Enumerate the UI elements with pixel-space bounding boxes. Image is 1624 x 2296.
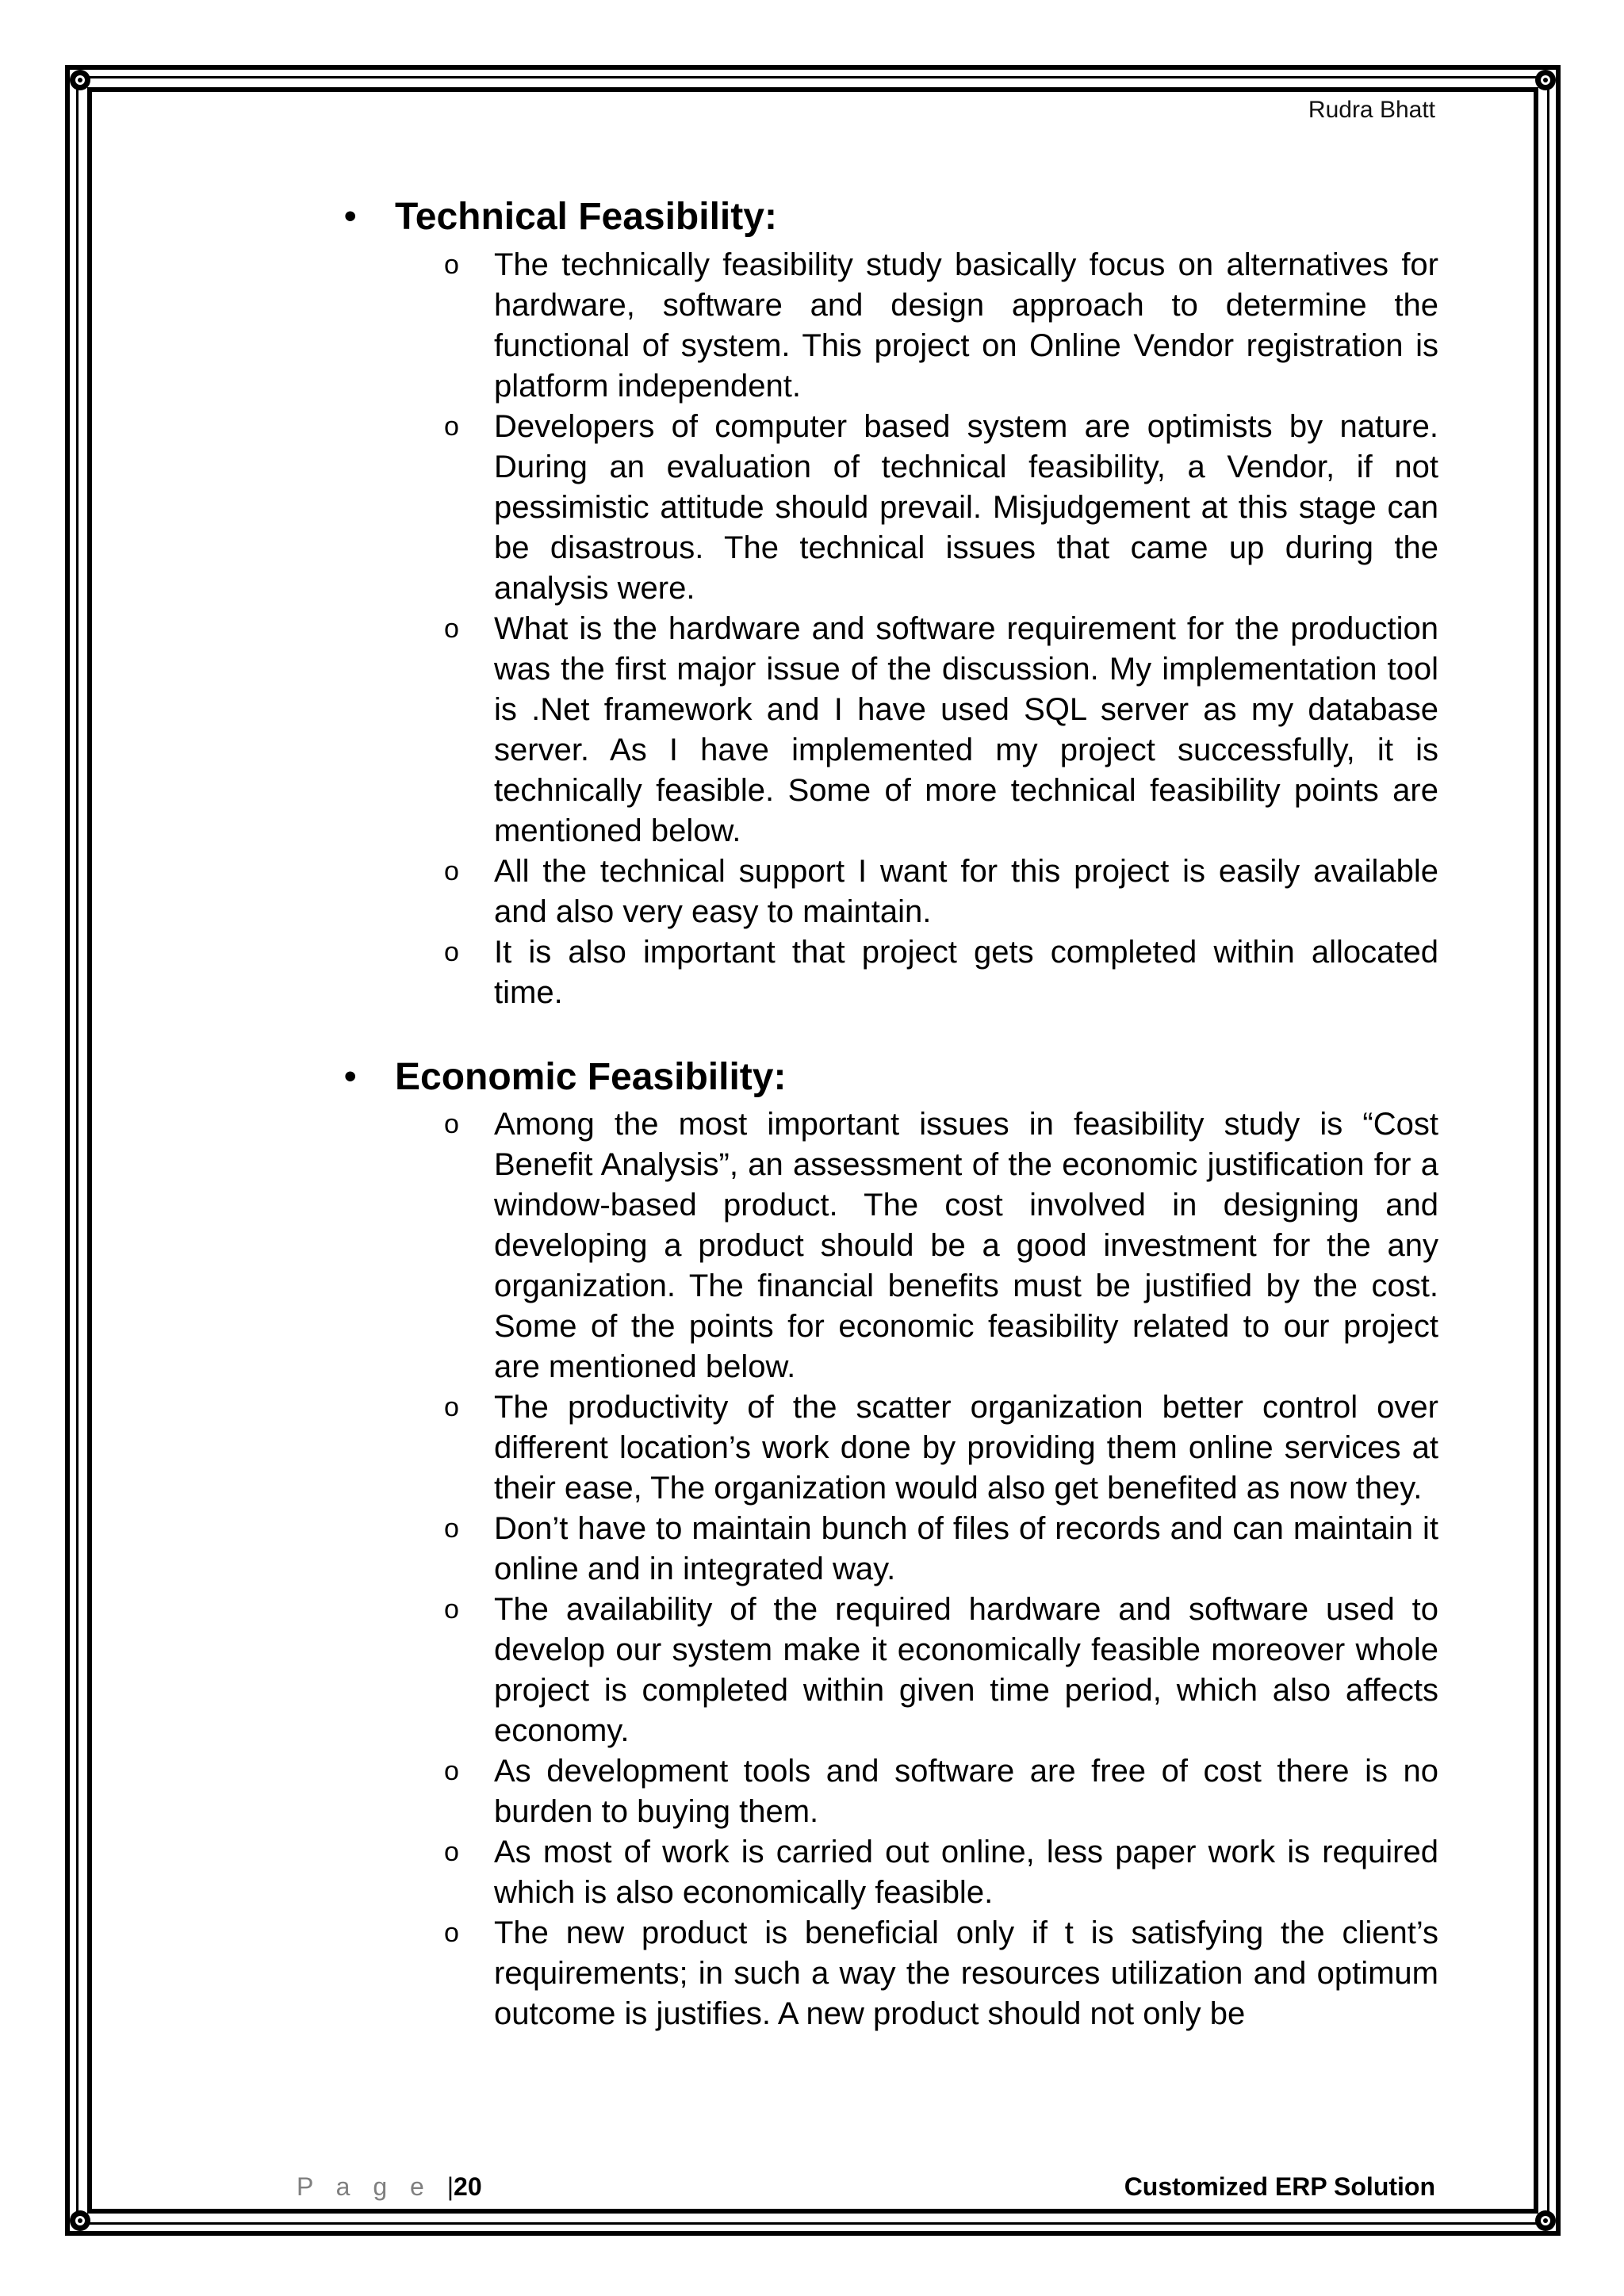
circle-bullet-icon: o — [444, 936, 459, 967]
corner-ornament-icon — [1535, 70, 1556, 90]
list-item: o The new product is beneficial only if t is satisfying the client’s requirements; in such a way the resources utilization and optimum outcome is justifies. A new product should not only be — [341, 1913, 1438, 2034]
technical-feasibility-list — [341, 245, 1438, 1013]
list-item: o It is also important that project gets completed within allocated time. — [341, 932, 1438, 1013]
list-item: o The productivity of the scatter organization better control over different location’s work done by providing them online services at their ease, The organization would also get benefited as now they. — [341, 1387, 1438, 1509]
page-content — [341, 194, 1438, 2034]
corner-ornament-icon — [70, 2210, 90, 2231]
corner-ornament-icon — [1535, 2210, 1556, 2231]
list-item: o The technically feasibility study basically focus on alternatives for hardware, software and design approach to determine the functional of system. This project on Online Vendor registration is platform independent. — [341, 245, 1438, 407]
circle-bullet-icon: o — [444, 1837, 459, 1868]
list-item: o The availability of the required hardware and software used to develop our system make it economically feasible moreover whole project is completed within given time period, which also affects economy. — [341, 1590, 1438, 1751]
header-author: Rudra Bhatt — [1308, 97, 1435, 123]
list-item: o Don’t have to maintain bunch of files of records and can maintain it online and in integrated way. — [341, 1509, 1438, 1590]
corner-ornament-icon — [70, 70, 90, 90]
list-item: o All the technical support I want for this project is easily available and also very easy to maintain. — [341, 851, 1438, 932]
section-heading: • Technical Feasibility: — [344, 196, 777, 238]
list-item: o What is the hardware and software requirement for the production was the first major issue of the discussion. My implementation tool is .Net framework and I have used SQL server as my database server. As I have implemented my project successfully, it is technically feasible. Some of more technical feasibility points are mentioned below. — [341, 609, 1438, 851]
circle-bullet-icon: o — [444, 855, 459, 886]
circle-bullet-icon: o — [444, 1109, 459, 1140]
circle-bullet-icon: o — [444, 1513, 459, 1544]
footer-page-number: P a g e |20 — [297, 2172, 482, 2201]
bullet-icon: • — [344, 197, 357, 235]
circle-bullet-icon: o — [444, 1392, 459, 1423]
list-item: o As development tools and software are free of cost there is no burden to buying them. — [341, 1751, 1438, 1832]
list-item: o Among the most important issues in feasibility study is “Cost Benefit Analysis”, an assessment of the economic justification for a window-based product. The cost involved in designing and developing a product should be a good investment for the any organization. The financial benefits must be justified by the cost. Some of the points for economic feasibility related to our project are mentioned below. — [341, 1104, 1438, 1387]
bullet-icon: • — [344, 1056, 357, 1096]
circle-bullet-icon: o — [444, 411, 459, 442]
circle-bullet-icon: o — [444, 1918, 459, 1949]
footer-title: Customized ERP Solution — [1124, 2172, 1435, 2201]
circle-bullet-icon: o — [444, 1594, 459, 1625]
section-heading: • Economic Feasibility: — [344, 1055, 787, 1098]
list-item: o As most of work is carried out online, less paper work is required which is also economically feasible. — [341, 1832, 1438, 1913]
circle-bullet-icon: o — [444, 613, 459, 644]
circle-bullet-icon: o — [444, 249, 459, 280]
economic-feasibility-list — [341, 1104, 1438, 2034]
circle-bullet-icon: o — [444, 1756, 459, 1787]
list-item: o Developers of computer based system are optimists by nature. During an evaluation of technical feasibility, a Vendor, if not pessimistic attitude should prevail. Misjudgement at this stage can be disastrous. The technical issues that came up during the analysis were. — [341, 407, 1438, 609]
